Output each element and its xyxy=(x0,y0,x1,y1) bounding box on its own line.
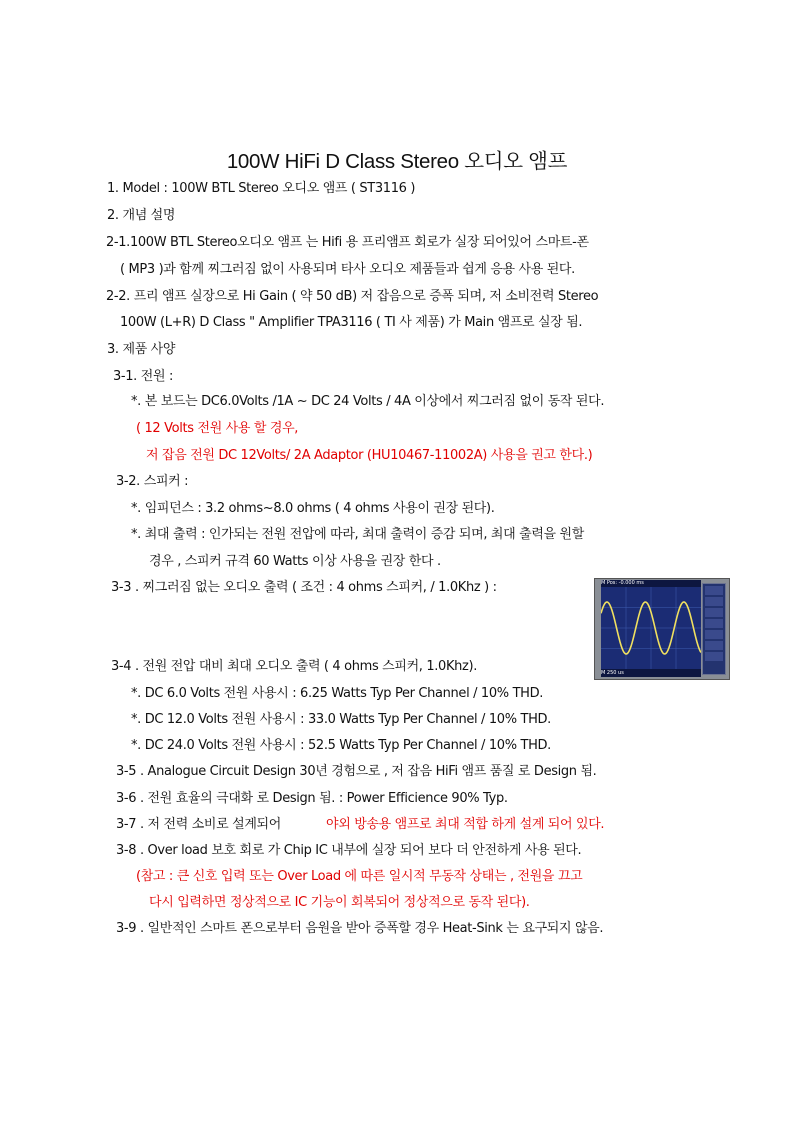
text-line-note-12v: ( 12 Volts 전원 사용 할 경우, xyxy=(136,421,299,436)
text-line-2-1-a: 2-1.100W BTL Stereo오디오 앰프 는 Hifi 용 프리앰프 회로가 실장 되어있어 스마트-폰 xyxy=(106,235,589,250)
text-line-spec-heading: 3. 제품 사양 xyxy=(107,342,176,357)
oscilloscope-photo xyxy=(594,578,730,680)
text-line-model: 1. Model : 100W BTL Stereo 오디오 앰프 ( ST3116 ) xyxy=(107,181,416,196)
text-line-3-8: 3-8 . Over load 보호 회로 가 Chip IC 내부에 실장 되어 보다 더 안전하게 사용 된다. xyxy=(116,843,582,858)
scope-bottom-readout: M 250 us xyxy=(601,669,701,677)
text-line-6v: *. DC 6.0 Volts 전원 사용시 : 6.25 Watts Typ Per Channel / 10% THD. xyxy=(131,686,544,701)
scope-measure-panel xyxy=(702,583,726,675)
page-title: 100W HiFi D Class Stereo 오디오 앰프 xyxy=(226,150,568,173)
text-line-adaptor: 저 잡음 전원 DC 12Volts/ 2A Adaptor (HU10467-11002A) 사용을 권고 한다.) xyxy=(146,448,593,463)
text-line-3-2: 3-2. 스피커 : xyxy=(116,474,189,489)
text-line-note-overload-a: (참고 : 큰 신호 입력 또는 Over Load 에 따른 일시적 무동작 상태는 , 전원을 끄고 xyxy=(136,869,583,884)
text-line-3-4: 3-4 . 전원 전압 대비 최대 오디오 출력 ( 4 ohms 스피커, 1.0Khz). xyxy=(111,659,478,674)
text-line-12v: *. DC 12.0 Volts 전원 사용시 : 33.0 Watts Typ Per Channel / 10% THD. xyxy=(131,712,551,727)
scope-top-readout: M Pos: -0.000 ms xyxy=(601,580,701,587)
text-line-3-1: 3-1. 전원 : xyxy=(113,369,173,384)
text-line-3-7: 3-7 . 저 전력 소비로 설계되어 xyxy=(116,817,281,832)
text-line-max-output-b: 경우 , 스피커 규격 60 Watts 이상 사용을 권장 한다 . xyxy=(149,554,441,569)
text-line-2-2-b: 100W (L+R) D Class " Amplifier TPA3116 ( TI 사 제품) 가 Main 앰프로 실장 됨. xyxy=(120,315,583,330)
text-line-impedance: *. 임피던스 : 3.2 ohms~8.0 ohms ( 4 ohms 사용이 권장 된다). xyxy=(131,501,495,516)
text-line-power-range: *. 본 보드는 DC6.0Volts /1A ~ DC 24 Volts / 4A 이상에서 찌그러짐 없이 동작 된다. xyxy=(131,394,605,409)
text-line-2-2-a: 2-2. 프리 앰프 실장으로 Hi Gain ( 약 50 dB) 저 잡음으로 증폭 되며, 저 소비전력 Stereo xyxy=(106,289,599,304)
text-line-3-6: 3-6 . 전원 효율의 극대화 로 Design 됨. : Power Efficience 90% Typ. xyxy=(116,791,508,806)
text-line-2-1-b: ( MP3 )과 함께 찌그러짐 없이 사용되며 타사 오디오 제품들과 쉽게 응용 사용 된다. xyxy=(120,262,575,277)
text-line-concept-heading: 2. 개념 설명 xyxy=(107,208,176,223)
sine-waveform xyxy=(601,587,701,669)
text-line-max-output-a: *. 최대 출력 : 인가되는 전원 전압에 따라, 최대 출력이 증감 되며, 최대 출력을 원할 xyxy=(131,527,584,542)
text-line-3-5: 3-5 . Analogue Circuit Design 30년 경험으로 , 저 잡음 HiFi 앰프 품질 로 Design 됨. xyxy=(116,764,597,779)
text-line-24v: *. DC 24.0 Volts 전원 사용시 : 52.5 Watts Typ Per Channel / 10% THD. xyxy=(131,738,551,753)
text-line-3-7-highlight: 야외 방송용 앰프로 최대 적합 하게 설계 되어 있다. xyxy=(326,817,605,832)
scope-screen xyxy=(601,587,701,669)
text-line-3-3: 3-3 . 찌그러짐 없는 오디오 출력 ( 조건 : 4 ohms 스피커, / 1.0Khz ) : xyxy=(111,580,497,595)
text-line-note-overload-b: 다시 입력하면 정상적으로 IC 기능이 회복되어 정상적으로 동작 된다). xyxy=(149,895,530,910)
text-line-3-9: 3-9 . 일반적인 스마트 폰으로부터 음원을 받아 증폭할 경우 Heat-Sink 는 요구되지 않음. xyxy=(116,921,604,936)
